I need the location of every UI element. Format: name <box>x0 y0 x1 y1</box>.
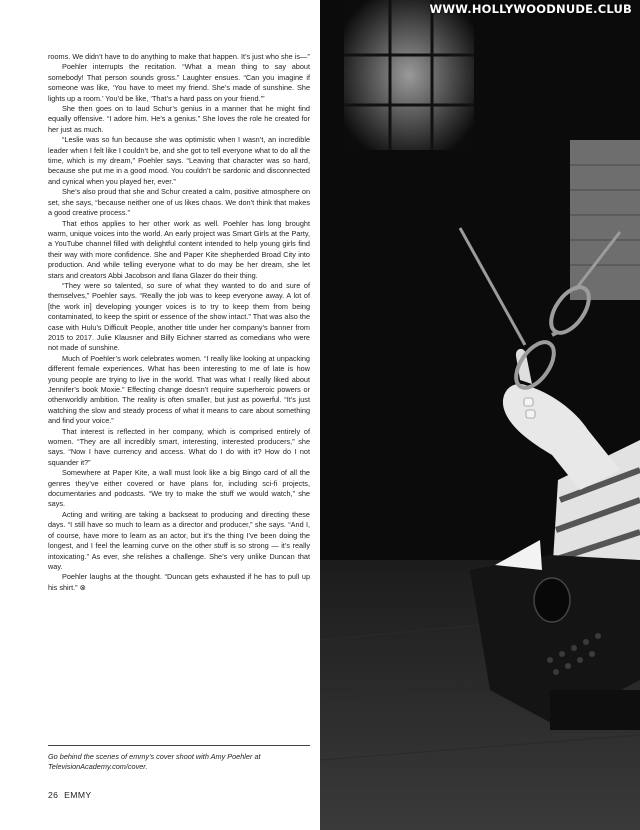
article-paragraph: rooms. We didn’t have to do anything to make that happen. It’s just who she is—” <box>48 52 310 61</box>
cover-photo <box>320 0 640 830</box>
background-window <box>344 0 474 150</box>
article-body <box>48 52 310 593</box>
ring-icon <box>524 398 533 406</box>
article-paragraph: Somewhere at Paper Kite, a wall must look like a big Bingo card of all the genres they’ve either covered or have plans for, including sci-fi projects, documentaries and podcasts. “We try to make the stuff we would watch,” she says. <box>48 468 310 509</box>
background-door <box>570 140 640 300</box>
article-paragraph: Much of Poehler’s work celebrates women. “I really like looking at unpacking different female experiences. What has been interesting to me of late is how young people are trying to live in the world. That was what I really liked about Jennifer’s book Moxie.” Effecting change doesn’t require superheroic powers or otherworldly ambition. The reality is often smaller, but just as powerful. “It’s just watching the slow and steady process of what it means to care about something and find your voice.” <box>48 353 310 426</box>
article-paragraph: Acting and writing are taking a backseat to producing and directing these days. “I still have so much to learn as a director and producer,” she says. “And I, of course, have more to learn as an actor, but it’s the thing I’ve been doing the longest, and I feel the learning curve on the other stuff is so strong — it’s really intoxicating.” As ever, she relishes a challenge. She’s very unlike Duncan that way. <box>48 509 310 571</box>
watermark-text: WWW.HOLLYWOODNUDE.CLUB <box>429 2 632 16</box>
article-paragraph: That ethos applies to her other work as well. Poehler has long brought warm, unique voices into the world. An early project was Smart Girls at the Party, a YouTube channel filled with delightful content intended to help young girls find their way with more confidence. She and Paper Kite shepherded Broad City into production. And while telling everyone what to do may be her dream, she let stars and creators Abbi Jacobson and Ilana Glazer do their thing. <box>48 218 310 280</box>
article-paragraph: Poehler interrupts the recitation. “What a mean thing to say about somebody! That person sounds gross.” Laughter ensues. “Can you imagine if someone was like, ‘You have to meet my friend. She’s made of sunshine. She lights up a room.’ You’d be like, ‘That’s a hard pass on your friend.’” <box>48 62 310 103</box>
article-paragraph: Poehler laughs at the thought. “Duncan gets exhausted if he has to pull up his shirt.” ⊗ <box>48 572 310 592</box>
magazine-name: EMMY <box>64 790 92 800</box>
photo-caption: Go behind the scenes of emmy’s cover shoot with Amy Poehler at TelevisionAcademy.com/cover. <box>48 752 261 772</box>
article-paragraph: That interest is reflected in her company, which is comprised entirely of women. “They are all incredibly smart, interesting, interested producers,” she says. “Now I have currency and access. What do I do with it? How do I not squander it?” <box>48 426 310 467</box>
article-paragraph: “Leslie was so fun because she was optimistic when I wasn’t, an incredible leader when I felt like I couldn’t be, and she got to tell everyone what to do all the time, which is my dream,” Poehler says. “Leaving that character was so hard, because she put me in a good mood. You couldn’t be sardonic and disconnected and cynical when you played her, ever.” <box>48 135 310 186</box>
article-paragraph: She then goes on to laud Schur’s genius in a manner that he might find equally offensive. “I adore him. He’s a genius.” She loves the role he created for her just as much. <box>48 104 310 134</box>
page-number: 26 <box>48 790 59 800</box>
caption-divider <box>48 745 310 746</box>
article-paragraph: She’s also proud that she and Schur created a calm, positive atmosphere on set, she says, “because neither one of us likes chaos. We don’t think that makes a good creative process.” <box>48 187 310 218</box>
article-paragraph: “They were so talented, so sure of what they wanted to do and sure of themselves,” Poehler says. “Really the job was to keep everyone away. A lot of [the work in] developing younger voices is to try to keep them from being contaminated, to keep the spirit or essence of the show intact.” That was also the case with Hulu’s Difficult People, another title under her company’s banner from 2015 to 2017. Julie Klausner and Billy Eichner starred as comedians who were not made of sunshine. <box>48 280 310 353</box>
page-folio <box>48 790 92 800</box>
